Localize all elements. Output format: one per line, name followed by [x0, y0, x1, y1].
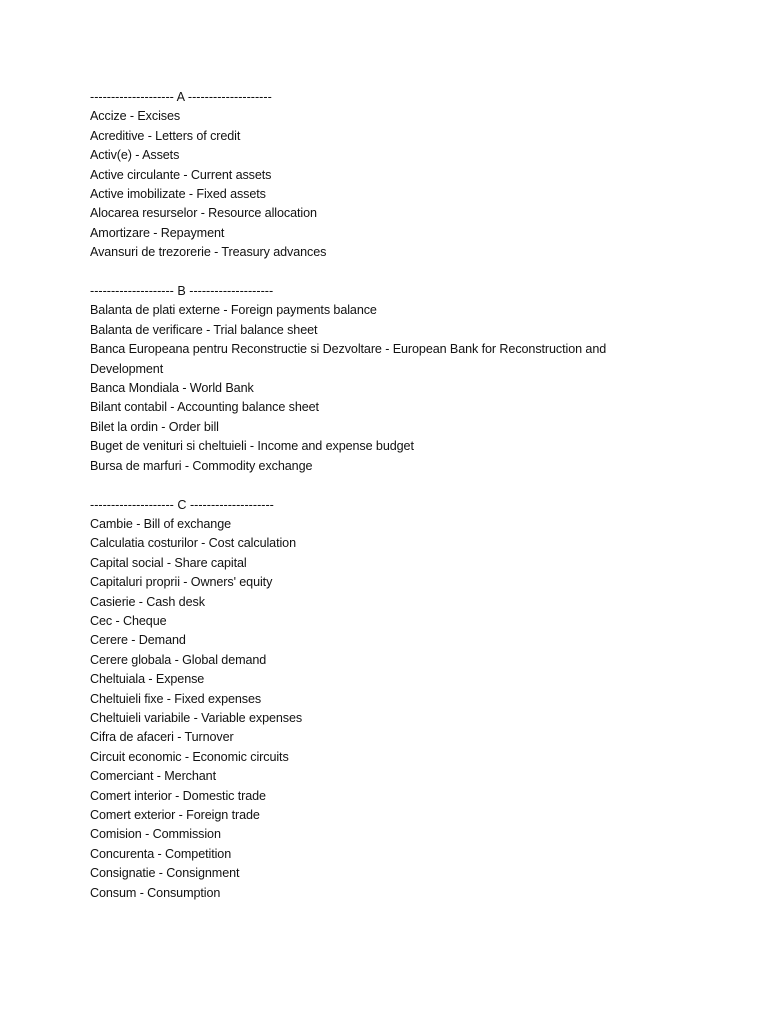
- glossary-entry: Bursa de marfuri - Commodity exchange: [90, 458, 313, 473]
- glossary-entry: Avansuri de trezorerie - Treasury advances: [90, 245, 327, 260]
- glossary-entry: Banca Mondiala - World Bank: [90, 381, 254, 396]
- glossary-entry: Activ(e) - Assets: [90, 148, 180, 163]
- glossary-entry: Cheltuieli fixe - Fixed expenses: [90, 691, 262, 706]
- glossary-entry: Capitaluri proprii - Owners' equity: [90, 575, 273, 590]
- section-b: [90, 282, 710, 476]
- glossary-entry: Cec - Cheque: [90, 613, 167, 628]
- glossary-entry: Amortizare - Repayment: [90, 225, 225, 240]
- glossary-entry: Consignatie - Consignment: [90, 866, 240, 881]
- glossary-entry: Comision - Commission: [90, 827, 221, 842]
- section-header-a: -------------------- A --------------------: [90, 90, 272, 104]
- section-header-b: -------------------- B --------------------: [90, 284, 274, 299]
- glossary-entry: Circuit economic - Economic circuits: [90, 749, 289, 764]
- glossary-entry: Acreditive - Letters of credit: [90, 128, 241, 143]
- glossary-entry: Active imobilizate - Fixed assets: [90, 187, 266, 202]
- glossary-entry: Accize - Excises: [90, 109, 181, 124]
- section-a: [90, 88, 710, 263]
- glossary-entry: Calculatia costurilor - Cost calculation: [90, 536, 296, 551]
- glossary-entry: Consum - Consumption: [90, 885, 221, 900]
- glossary-entry: Cheltuieli variabile - Variable expenses: [90, 710, 303, 725]
- glossary-entry: Balanta de verificare - Trial balance sheet: [90, 322, 318, 337]
- glossary-entry: Comerciant - Merchant: [90, 769, 216, 784]
- glossary-entry: Active circulante - Current assets: [90, 167, 272, 182]
- glossary-entry: Casierie - Cash desk: [90, 594, 205, 609]
- glossary-entry: Balanta de plati externe - Foreign payments balance: [90, 303, 377, 318]
- glossary-entry: Bilet la ordin - Order bill: [90, 419, 219, 434]
- section-c: [90, 496, 710, 904]
- glossary-page: [90, 88, 710, 903]
- glossary-entry: Buget de venituri si cheltuieli - Income and expense budget: [90, 439, 414, 454]
- glossary-entry: Cifra de afaceri - Turnover: [90, 730, 234, 745]
- glossary-entry: Cheltuiala - Expense: [90, 672, 205, 687]
- glossary-entry: Alocarea resurselor - Resource allocation: [90, 206, 317, 221]
- section-header-c: -------------------- C --------------------: [90, 497, 274, 512]
- glossary-entry: Banca Europeana pentru Reconstructie si Dezvoltare - European Bank for Reconstruction and Development: [90, 342, 607, 376]
- glossary-entry: Cerere - Demand: [90, 633, 186, 648]
- glossary-entry: Comert interior - Domestic trade: [90, 788, 266, 803]
- glossary-entry: Concurenta - Competition: [90, 846, 232, 861]
- glossary-entry: Bilant contabil - Accounting balance sheet: [90, 400, 319, 415]
- glossary-entry: Comert exterior - Foreign trade: [90, 808, 260, 822]
- glossary-entry: Cambie - Bill of exchange: [90, 516, 232, 531]
- glossary-entry: Capital social - Share capital: [90, 555, 247, 570]
- glossary-entry: Cerere globala - Global demand: [90, 652, 267, 667]
